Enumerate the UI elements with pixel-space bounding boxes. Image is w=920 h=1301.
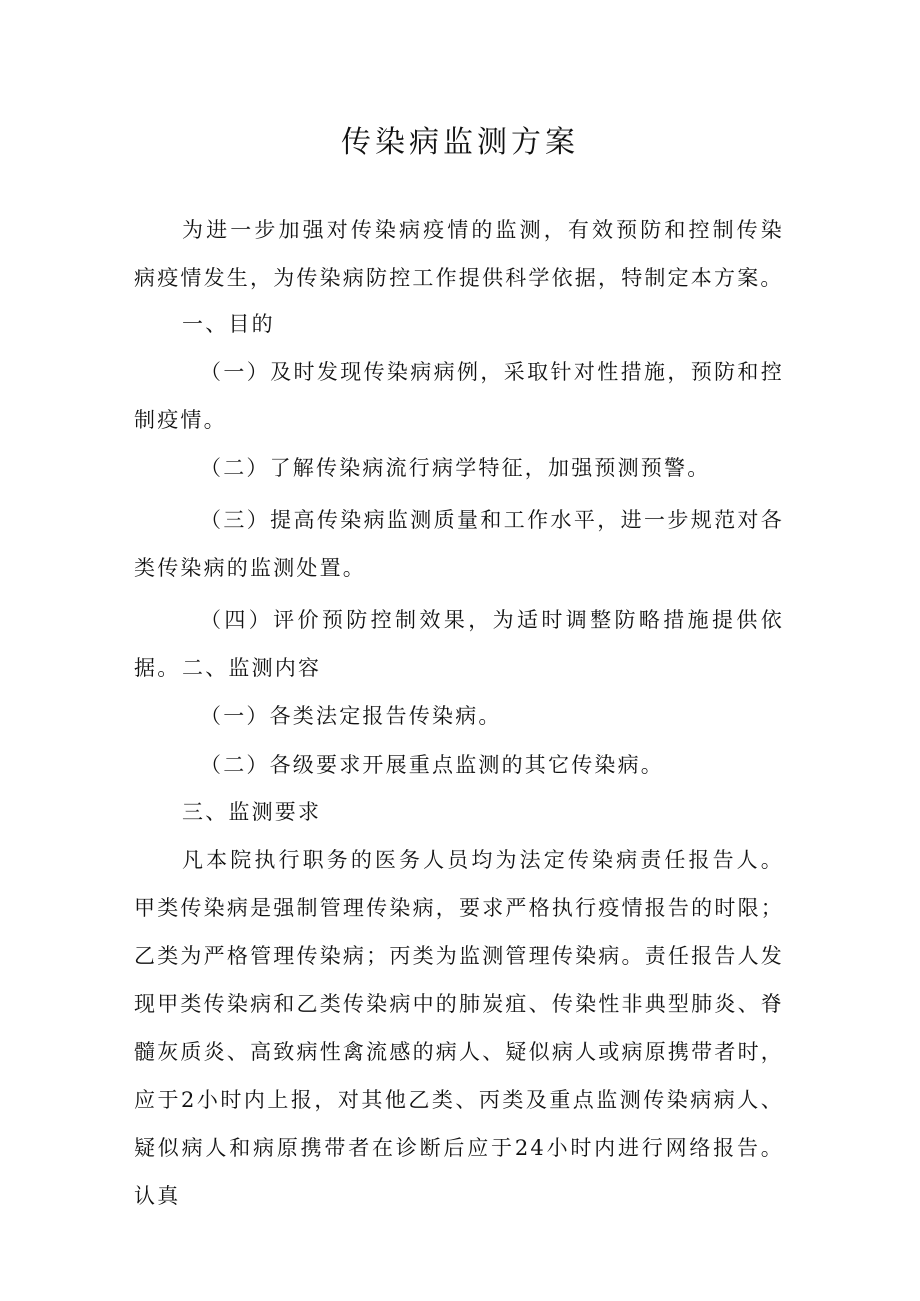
purpose-item-2: （二）了解传染病流行病学特征，加强预测预警。 (200, 456, 711, 480)
section-heading-requirements: 三、监测要求 (182, 800, 322, 824)
document-title: 传染病监测方案 (341, 125, 579, 160)
requirements-paragraph: 凡本院执行职务的医务人员均为法定传染病责任报告人。甲类传染病是强制管理传染病，要求严格执行疫情报告的时限；乙类为严格管理传染病；丙类为监测管理传染病。责任报告人发现甲类传染病和乙类传染病中的肺炭疽、传染性非典型肺炎、脊髓灰质炎、高致病性禽流感的病人、疑似病人或病原携带者时，应于2小时内上报，对其他乙类、丙类及重点监测传染病病人、疑似病人和病原携带者在诊断后应于24小时内进行网络报告。认真 (134, 848, 784, 1208)
section-heading-purpose: 一、目的 (182, 312, 275, 336)
section-heading-content: 二、监测内容 (182, 656, 322, 680)
purpose-item-4: （四）评价预防控制效果，为适时调整防略措施提供依据。 (134, 608, 784, 680)
content-item-2: （二）各级要求开展重点监测的其它传染病。 (200, 753, 664, 777)
intro-paragraph: 为进一步加强对传染病疫情的监测，有效预防和控制传染病疫情发生，为传染病防控工作提供科学依据，特制定本方案。 (134, 218, 784, 290)
content-item-1: （一）各类法定报告传染病。 (200, 704, 502, 728)
purpose-item-3: （三）提高传染病监测质量和工作水平，进一步规范对各类传染病的监测处置。 (134, 508, 784, 580)
purpose-item-1: （一）及时发现传染病病例，采取针对性措施，预防和控制疫情。 (134, 360, 784, 432)
